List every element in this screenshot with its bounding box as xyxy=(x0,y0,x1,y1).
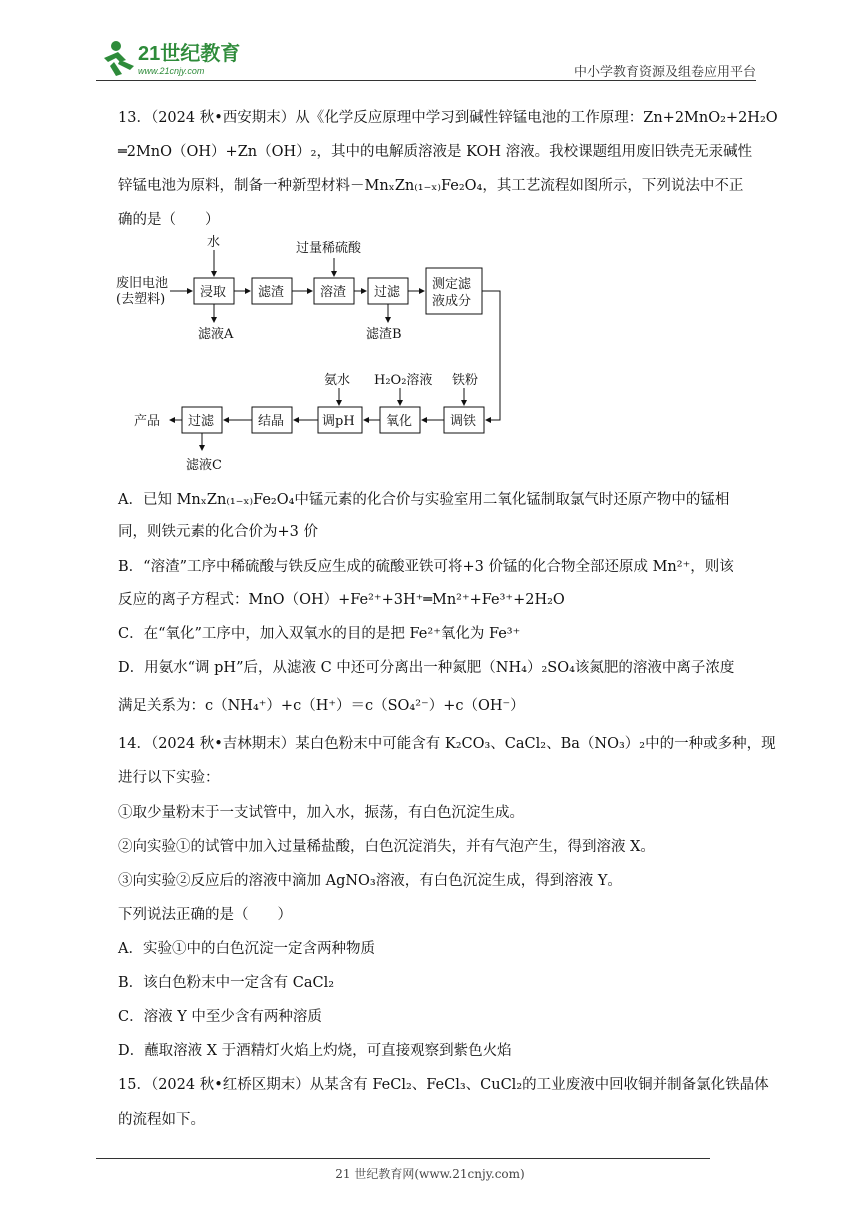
q13-line4: 确的是（ ） xyxy=(118,212,220,228)
flow-input-2: (去塑料) xyxy=(116,292,166,307)
q13-option-b-line2: 反应的离子方程式：MnO（OH）+Fe²⁺+3H⁺═Mn²⁺+Fe³⁺+2H₂O xyxy=(118,592,565,608)
flow-oxidize: 氧化 xyxy=(386,414,413,429)
q14-question: 下列说法正确的是（ ） xyxy=(118,907,292,923)
footer-text: 21 世纪教育网(www.21cnjy.com) xyxy=(335,1167,525,1181)
flow-ammonia: 氨水 xyxy=(324,373,351,388)
q14-option-c: C．溶液 Y 中至少含有两种溶质 xyxy=(118,1009,322,1025)
q14-option-b: B．该白色粉末中一定含有 CaCl₂ xyxy=(118,975,335,991)
flow-iron-powder: 铁粉 xyxy=(452,373,479,388)
q14-step1: ①取少量粉末于一支试管中，加入水，振荡，有白色沉淀生成。 xyxy=(118,805,524,821)
q13-option-d-line2: 满足关系为：c（NH₄⁺）+c（H⁺）＝c（SO₄²⁻）+c（OH⁻） xyxy=(118,698,525,714)
flow-residue: 滤渣 xyxy=(258,285,285,300)
logo-text: 21世纪教育 xyxy=(138,43,241,65)
q14-line1: 14．（2024 秋•吉林期末）某白色粉末中可能含有 K₂CO₃、CaCl₂、Ba（NO₃）₂中的一种或多种，现 xyxy=(118,736,776,752)
flow-residue-b: 滤渣B xyxy=(366,327,402,342)
flow-measure1: 测定滤 xyxy=(432,277,472,292)
q15-line1: 15．（2024 秋•红桥区期末）从某含有 FeCl₂、FeCl₃、CuCl₂的工业废液中回收铜并制备氯化铁晶体 xyxy=(118,1077,769,1093)
flow-h2o2: H₂O₂溶液 xyxy=(374,373,433,388)
flow-adjust-fe: 调铁 xyxy=(450,414,477,429)
q14-option-d: D．蘸取溶液 X 于酒精灯火焰上灼烧，可直接观察到紫色火焰 xyxy=(118,1043,512,1059)
flow-input-1: 废旧电池 xyxy=(116,276,169,291)
flow-leach: 浸取 xyxy=(200,285,227,300)
flow-dissolve: 溶渣 xyxy=(320,285,347,300)
footer-divider xyxy=(96,1158,710,1159)
q14-step3: ③向实验②反应后的溶液中滴加 AgNO₃溶液，有白色沉淀生成，得到溶液 Y。 xyxy=(118,873,622,889)
q13-option-b-line1: B．“溶渣”工序中稀硫酸与铁反应生成的硫酸亚铁可将+3 价锰的化合物全部还原成 Mn²⁺，则该 xyxy=(118,559,734,575)
logo-url: www.21cnjy.com xyxy=(138,66,205,76)
q15-line2: 的流程如下。 xyxy=(118,1112,205,1128)
process-flow-diagram xyxy=(110,232,530,482)
q13-option-a-line1: A．已知 MnₓZn₍₁₋ₓ₎Fe₂O₄中锰元素的化合价与实验室用二氧化锰制取氯气时还原产物中的锰相 xyxy=(118,492,730,508)
site-logo xyxy=(96,38,266,80)
flow-water: 水 xyxy=(207,235,221,250)
q13-option-c: C．在“氧化”工序中，加入双氧水的目的是把 Fe²⁺氧化为 Fe³⁺ xyxy=(118,626,521,642)
q13-option-d-line1: D．用氨水“调 pH”后，从滤液 C 中还可分离出一种氮肥（NH₄）₂SO₄该氮肥的溶液中离子浓度 xyxy=(118,660,735,676)
q14-line2: 进行以下实验： xyxy=(118,770,220,786)
flow-filter1: 过滤 xyxy=(374,285,401,300)
flow-measure2: 液成分 xyxy=(432,294,472,309)
q13-option-a-line2: 同，则铁元素的化合价为+3 价 xyxy=(118,524,318,540)
q14-step2: ②向实验①的试管中加入过量稀盐酸，白色沉淀消失，并有气泡产生，得到溶液 X。 xyxy=(118,839,655,855)
q13-line2: ═2MnO（OH）+Zn（OH）₂，其中的电解质溶液是 KOH 溶液。我校课题组用废旧铁壳无汞碱性 xyxy=(118,144,753,160)
flow-crystal: 结晶 xyxy=(258,414,285,429)
q13-line3: 锌锰电池为原料，制备一种新型材料－MnₓZn₍₁₋ₓ₎Fe₂O₄，其工艺流程如图所示，下列说法中不正 xyxy=(118,178,744,194)
flow-acid: 过量稀硫酸 xyxy=(296,241,362,256)
platform-title: 中小学教育资源及组卷应用平台 xyxy=(573,65,756,80)
flow-product: 产品 xyxy=(134,414,161,429)
flow-filtrate-c: 滤液C xyxy=(186,458,222,473)
flow-ph: 调pH xyxy=(322,414,355,429)
flow-filter2: 过滤 xyxy=(188,414,215,429)
header-divider xyxy=(96,80,756,81)
q14-option-a: A．实验①中的白色沉淀一定含两种物质 xyxy=(118,941,375,957)
q13-line1: 13．（2024 秋•西安期末）从《化学反应原理中学习到碱性锌锰电池的工作原理：Zn+2MnO₂+2H₂O xyxy=(118,110,778,126)
flow-filtrate-a: 滤液A xyxy=(198,327,234,342)
